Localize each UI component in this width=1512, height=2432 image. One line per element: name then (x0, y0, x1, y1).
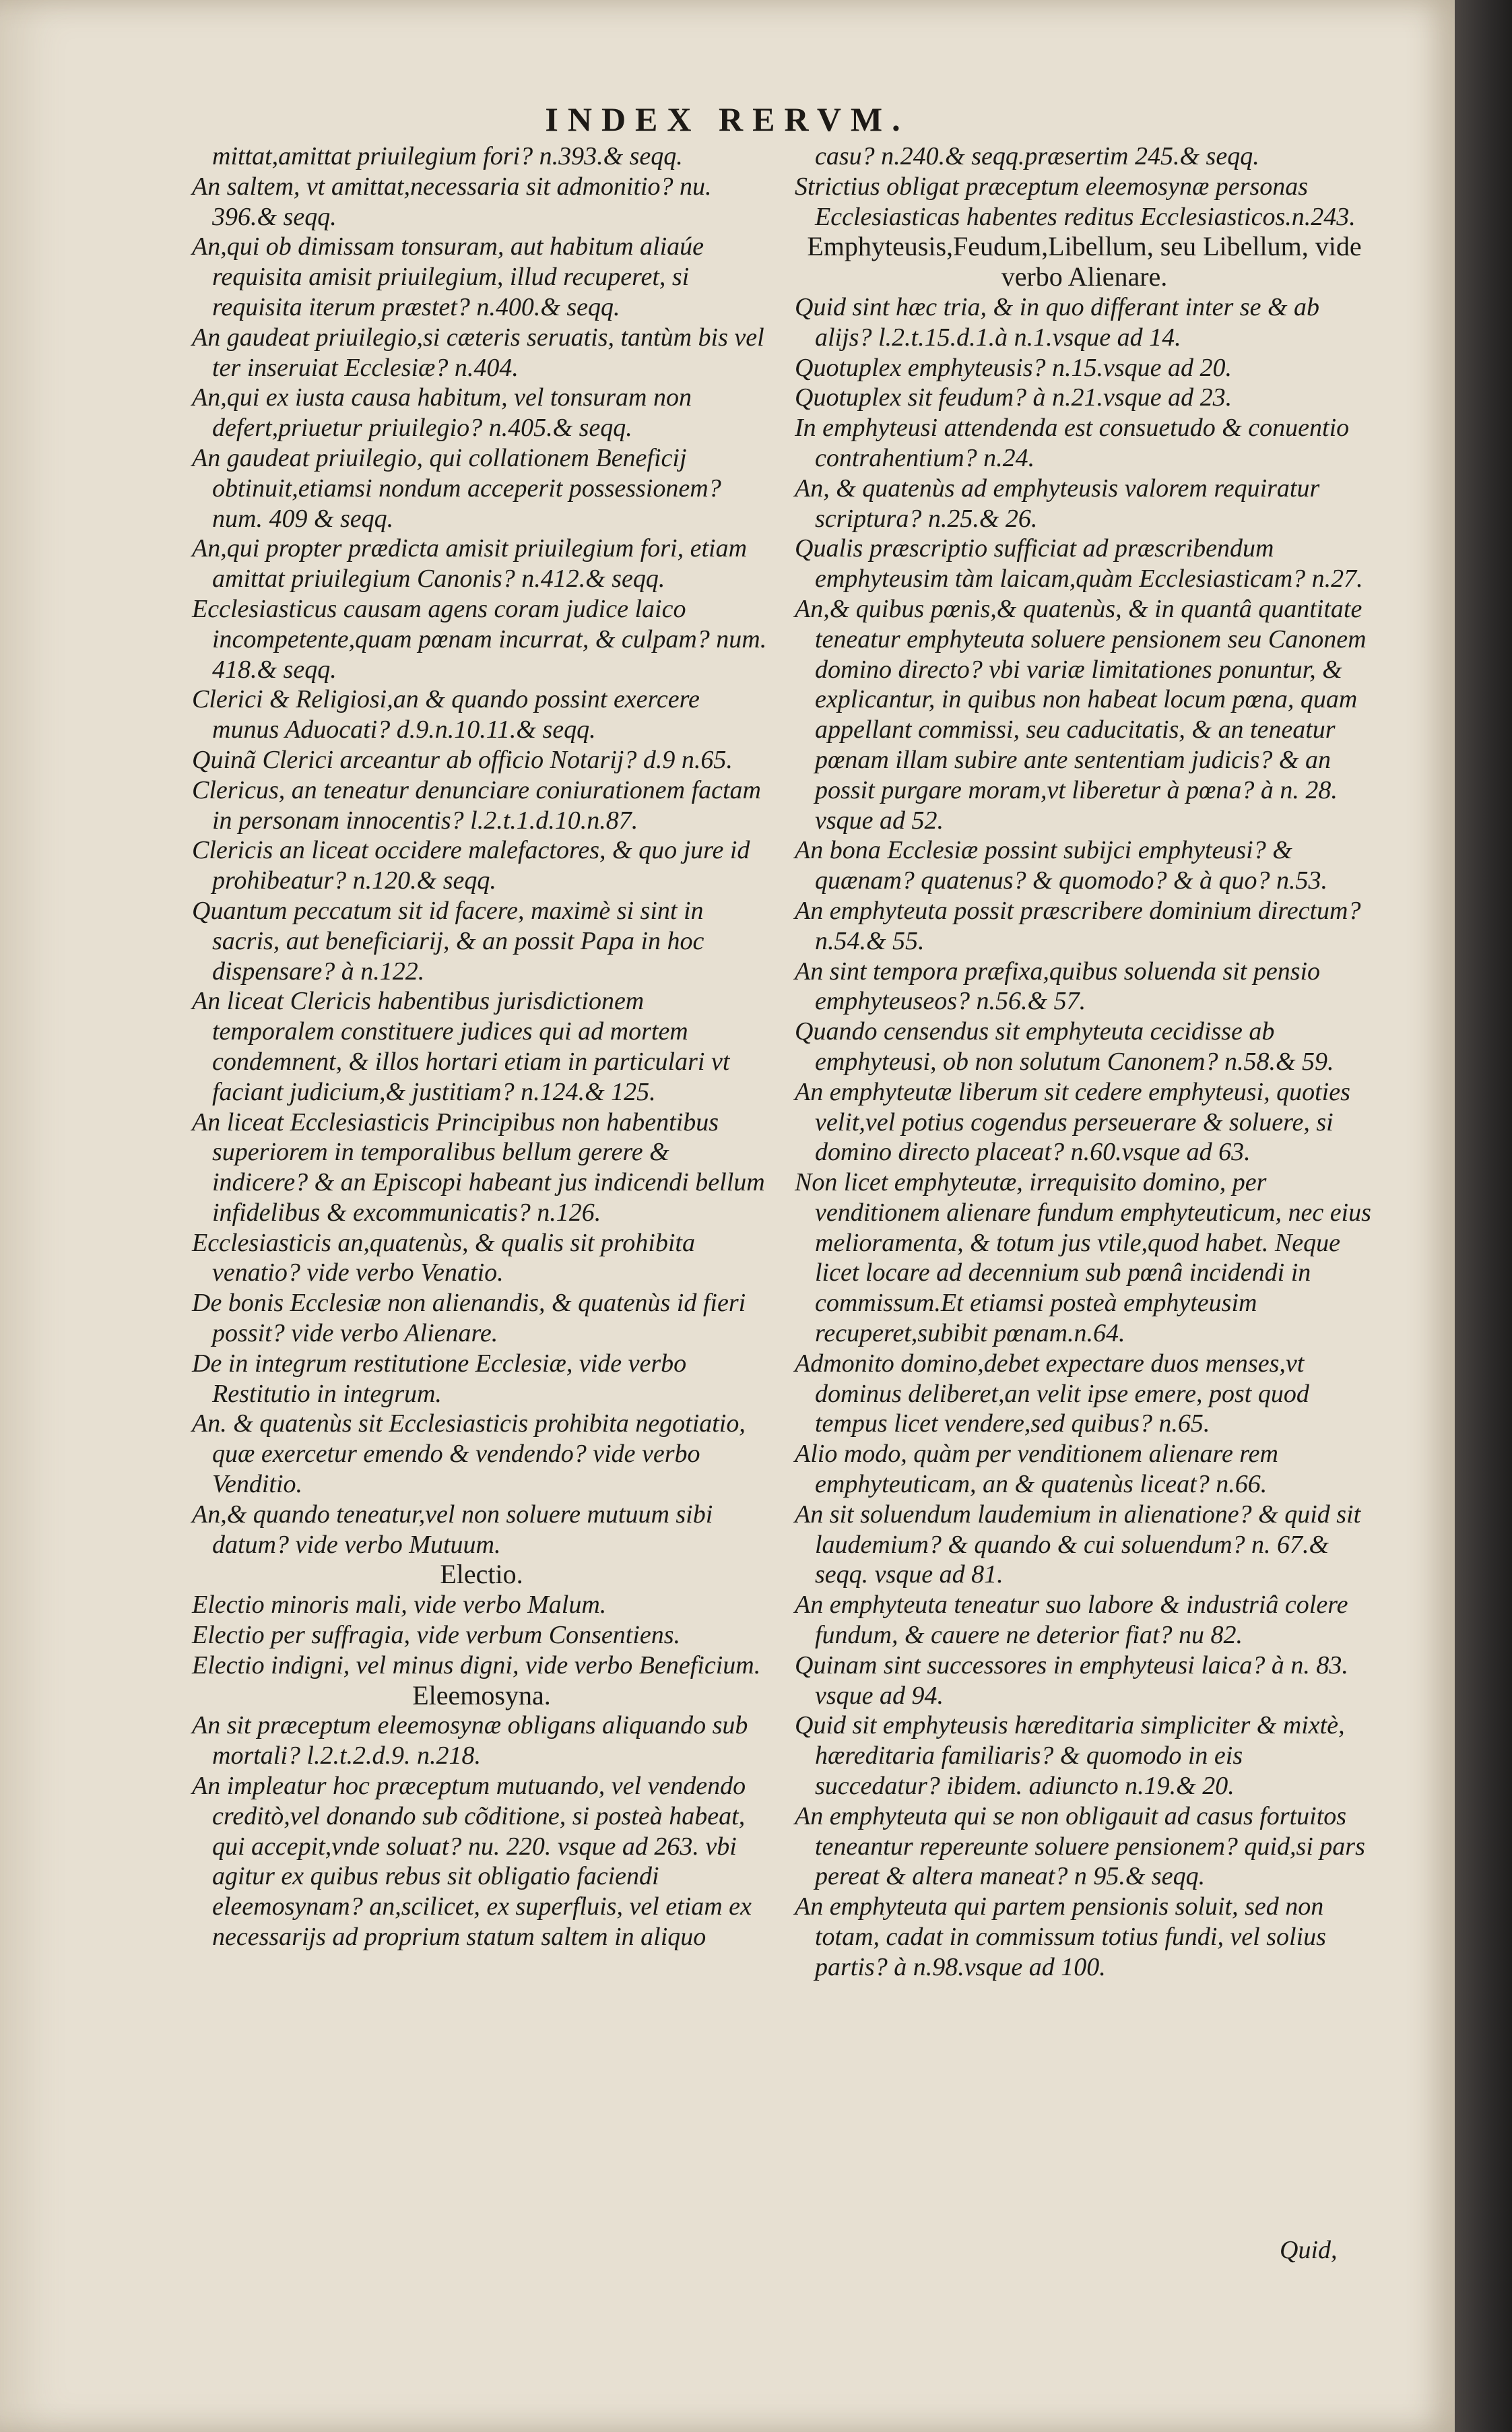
index-entry: An emphyteuta qui partem pensionis soluit, sed non totam, cadat in commissum totius fundi, vel solius partis? à n.98.vsque ad 100. (795, 1892, 1326, 1981)
index-entry: Quinam sint successores in emphyteusi laica? à n. 83. vsque ad 94. (795, 1651, 1348, 1710)
index-entry: De in integrum restitutione Ecclesiæ, vide verbo Restitutio in integrum. (192, 1349, 687, 1408)
index-entry: An saltem, vt amittat,necessaria sit admonitio? nu. 396.& seqq. (192, 172, 712, 231)
index-heading: Electio. (440, 1559, 523, 1590)
index-entry: An emphyteuta qui se non obligauit ad casus fortuitos teneantur repereunte soluere pensionem? quid,si pars pereat & altera maneat? n 95.& seqq. (795, 1801, 1365, 1891)
index-entry: Admonito domino,debet expectare duos menses,vt dominus deliberet,an velit ipse emere, post quod tempus licet vendere,sed quibus? n.65. (795, 1349, 1309, 1438)
left-column (192, 141, 771, 1952)
index-entry: Clericus, an teneatur denunciare coniurationem factam in personam innocentis? l.2.t.1.d.10.n.87. (192, 775, 761, 835)
index-entry: An,qui ob dimissam tonsuram, aut habitum aliaúe requisita amisit priuilegium, illud recuperet, si requisita iterum præstet? n.400.& seqq. (192, 232, 704, 321)
right-column (795, 141, 1374, 1983)
index-entry: An gaudeat priuilegio, qui collationem Beneficij obtinuit,etiamsi nondum acceperit possessionem? num. 409 & seqq. (192, 443, 721, 533)
index-entry: Strictius obligat præceptum eleemosynæ personas Ecclesiasticas habentes reditus Ecclesiasticos.n.243. (795, 172, 1356, 231)
index-entry: Electio minoris mali, vide verbo Malum. (192, 1591, 607, 1620)
index-entry: An liceat Ecclesiasticis Principibus non habentibus superiorem in temporalibus bellum gerere & indicere? & an Episcopi habeant jus indicendi bellum infidelibus & excommunicatis? n.126. (192, 1108, 765, 1227)
index-entry: Alio modo, quàm per venditionem alienare rem emphyteuticam, an & quatenùs liceat? n.66. (795, 1440, 1278, 1499)
index-entry: An emphyteutæ liberum sit cedere emphyteusi, quoties velit,vel potius cogendus perseuerare & soluere, si domino directo placeat? n.60.vsque ad 63. (795, 1077, 1350, 1167)
index-entry: Quantum peccatum sit id facere, maximè si sint in sacris, aut beneficiarij, & an possit Papa in hoc dispensare? à n.122. (192, 896, 704, 986)
index-entry: An emphyteuta possit præscribere dominium directum? n.54.& 55. (795, 896, 1361, 955)
index-entry: Qualis præscriptio sufficiat ad præscribendum emphyteusim tàm laicam,quàm Ecclesiasticam? n.27. (795, 534, 1363, 594)
index-entry: Clerici & Religiosi,an & quando possint exercere munus Aduocati? d.9.n.10.11.& seqq. (192, 685, 700, 744)
index-entry: An bona Ecclesiæ possint subijci emphyteusi? & quænam? quatenus? & quomodo? & à quo? n.53. (795, 836, 1328, 895)
index-entry: In emphyteusi attendenda est consuetudo & conuentio contrahentium? n.24. (795, 414, 1350, 472)
index-entry: Ecclesiasticis an,quatenùs, & qualis sit prohibita venatio? vide verbo Venatio. (192, 1228, 695, 1287)
index-entry: Non licet emphyteutæ, irrequisito domino, per venditionem alienare fundum emphyteuticum, nec eius melioramenta, & totum jus vtile,quod habet. Neque licet locare ad decennium sub pœnâ incidendi in commissum.Et etiamsi posteà emphyteusim recuperet,subibit pœnam.n.64. (795, 1168, 1371, 1348)
index-entry: An emphyteuta teneatur suo labore & industriâ colere fundum, & cauere ne deterior fiat? nu 82. (795, 1591, 1348, 1650)
index-entry: Quotuplex sit feudum? à n.21.vsque ad 23. (795, 383, 1232, 412)
index-entry: An sint tempora præfixa,quibus soluenda sit pensio emphyteuseos? n.56.& 57. (795, 957, 1321, 1016)
index-entry: Electio per suffragia, vide verbum Consentiens. (192, 1621, 681, 1650)
index-entry: Electio indigni, vel minus digni, vide verbo Beneficium. (192, 1651, 761, 1679)
index-entry: An,qui propter prædicta amisit priuilegium fori, etiam amittat priuilegium Canonis? n.412.& seqq. (192, 534, 748, 594)
index-heading: Eleemosyna. (412, 1679, 551, 1710)
index-entry: An,& quibus pœnis,& quatenùs, & in quantâ quantitate teneatur emphyteuta soluere pensionem seu Canonem domino directo? vbi variæ limitationes ponuntur, & explicantur, in quibus non habeat locum pœna, quam appellant commissi, seu caducitatis, & an teneatur pœnam illam subire ante sententiam judicis? & an possit purgare moram,vt liberetur à pœna? à n. 28. vsque ad 52. (795, 594, 1367, 835)
index-entry: Quid sit emphyteusis hæreditaria simpliciter & mixtè, hæreditaria familiaris? & quomodo in eis succedatur? ibidem. adiuncto n.19.& 20. (795, 1711, 1345, 1801)
index-entry: An, & quatenùs ad emphyteusis valorem requiratur scriptura? n.25.& 26. (795, 474, 1320, 533)
index-entry: casu? n.240.& seqq.præsertim 245.& seqq. (815, 142, 1259, 170)
page-edge-shadow (1455, 0, 1512, 2432)
index-entry: An liceat Clericis habentibus jurisdictionem temporalem constituere judices qui ad mortem condemnent, & illos hortari etiam in particulari vt faciant judicium,& justitiam? n.124.& 125. (192, 987, 730, 1106)
index-entry: Quotuplex emphyteusis? n.15.vsque ad 20. (795, 353, 1232, 382)
page-header: INDEX RERVM. (545, 100, 910, 138)
index-entry: mittat,amittat priuilegium fori? n.393.& seqq. (212, 142, 683, 170)
index-heading: Emphyteusis,Feudum,Libellum, seu Libellum, vide verbo Alienare. (807, 231, 1362, 292)
index-entry: An sit soluendum laudemium in alienatione? & quid sit laudemium? & quando & cui soluendum? n. 67.& seqq. vsque ad 81. (795, 1500, 1361, 1589)
index-entry: Quinã Clerici arceantur ab officio Notarij? d.9 n.65. (192, 745, 733, 774)
index-entry: An sit præceptum eleemosynæ obligans aliquando sub mortali? l.2.t.2.d.9. n.218. (192, 1711, 748, 1770)
index-entry: De bonis Ecclesiæ non alienandis, & quatenùs id fieri possit? vide verbo Alienare. (192, 1289, 746, 1348)
index-entry: Quid sint hæc tria, & in quo differant inter se & ab alijs? l.2.t.15.d.1.à n.1.vsque ad 14. (795, 292, 1319, 352)
index-entry: Ecclesiasticus causam agens coram judice laico incompetente,quam pœnam incurrat, & culpam? num. 418.& seqq. (192, 594, 767, 684)
index-entry: An,qui ex iusta causa habitum, vel tonsuram non defert,priuetur priuilegio? n.405.& seqq. (192, 383, 692, 443)
index-entry: Quando censendus sit emphyteuta cecidisse ab emphyteusi, ob non solutum Canonem? n.58.& 59. (795, 1017, 1334, 1076)
index-entry: Clericis an liceat occidere malefactores, & quo jure id prohibeatur? n.120.& seqq. (192, 836, 750, 895)
index-entry: An gaudeat priuilegio,si cæteris seruatis, tantùm bis vel ter inseruiat Ecclesiæ? n.404. (192, 323, 764, 382)
index-entry: An. & quatenùs sit Ecclesiasticis prohibita negotiatio, quæ exercetur emendo & vendendo? vide verbo Venditio. (192, 1409, 746, 1499)
index-entry: An,& quando teneatur,vel non soluere mutuum sibi datum? vide verbo Mutuum. (192, 1500, 713, 1559)
index-entry: An impleatur hoc præceptum mutuando, vel vendendo creditò,vel donando sub cõditione, si posteà habeat, qui accepit,vnde soluat? nu. 220. vsque ad 263. vbi agitur ex quibus rebus sit obligatio faciendi eleemosynam? an,scilicet, ex superfluis, vel etiam ex necessarijs ad proprium statum saltem in aliquo (192, 1772, 752, 1952)
catchword: Quid, (1280, 2236, 1338, 2264)
